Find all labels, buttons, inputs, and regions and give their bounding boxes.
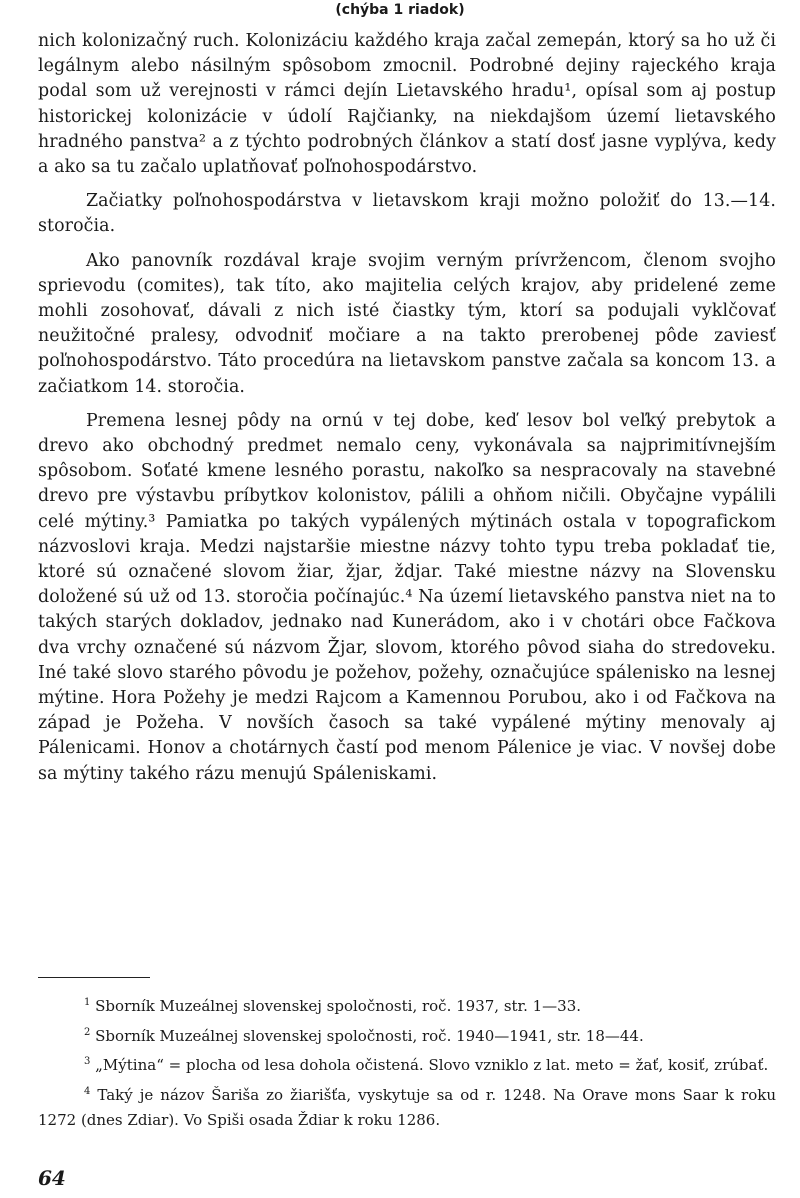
footnotes <box>38 990 776 1134</box>
footnote-2-text: Sborník Muzeálnej slovenskej spoločnosti, roč. 1940—1941, str. 18—44. <box>95 1026 644 1045</box>
missing-line-note: (chýba 1 riadok) <box>335 2 465 18</box>
page-number: 64 <box>38 1166 66 1190</box>
footnote-2 <box>38 1020 776 1050</box>
footnote-4 <box>38 1079 776 1134</box>
footnote-1 <box>38 990 776 1020</box>
paragraph-2: Začiatky poľnohospodárstva v lietavskom kraji možno položiť do 13.—14. storočia. <box>38 191 776 237</box>
footnote-3-text: „Mýtina“ = plocha od lesa dohola očistená. Slovo vzniklo z lat. meto = žať, kosiť, zrúbať. <box>95 1056 769 1074</box>
footnote-1-number: 1 <box>84 997 91 1008</box>
paragraph-4: Premena lesnej pôdy na ornú v tej dobe, keď lesov bol veľký prebytok a drevo ako obchodný predmet nemalo ceny, vykonávala sa najprimitívnejším spôsobom. Soťaté kmene lesného porastu, nakoľko sa nespracovaly na stavebné drevo pre výstavbu príbytkov kolonistov, pálili a ohňom ničili. Obyčajne vypálili celé mýtiny.³ Pamiatka po takých vypálených mýtinách ostala v topografickom názvoslovi kraja. Medzi najstaršie miestne názvy tohto typu treba pokladať tie, ktoré sú označené slovom žiar, žjar, ždjar. Také miestne názvy na Slovensku doložené sú už od 13. storočia počínajúc.⁴ Na území lietavského panstva niet na to takých starých dokladov, jednako nad Kunerádom, ako i v chotári obce Fačkova dva vrchy označené sú názvom Žjar, slovom, ktorého pôvod siaha do stredoveku. Iné také slovo starého pôvodu je požehov, požehy, označujúce spálenisko na lesnej mýtine. Hora Požehy je medzi Rajcom a Kamennou Porubou, ako i od Fačkova na západ je Požeha. V novších časoch sa také vypálené mýtiny menovaly aj Pálenicami. Honov a chotárnych častí pod menom Pálenice je viac. V novšej dobe sa mýtiny takého rázu menujú Spáleniskami. <box>38 410 776 784</box>
paragraph-1: nich kolonizačný ruch. Kolonizáciu každého kraja začal zemepán, ktorý sa ho už či legálnym alebo násilným spôsobom zmocnil. Podrobné dejiny rajeckého kraja podal som už verejnosti v rámci dejín Lietavského hradu¹, opísal som aj postup historickej kolonizácie v údolí Rajčianky, na niekdajšom území lietavského hradného panstva² a z týchto podrobných článkov a statí dosť jasne vyplýva, kedy a ako sa tu začalo uplatňovať poľnohospodárstvo. <box>38 31 776 178</box>
footnote-1-text: Sborník Muzeálnej slovenskej spoločnosti, roč. 1937, str. 1—33. <box>95 997 582 1015</box>
footnote-4-number: 4 <box>84 1085 91 1097</box>
body-text <box>38 29 776 796</box>
footnote-2-number: 2 <box>84 1026 91 1038</box>
paragraph-3: Ako panovník rozdával kraje svojim verným prívržencom, členom svojho sprievodu (comites), tak títo, ako majitelia celých krajov, aby pridelené zeme mohli zosohovať, dávali z nich isté čiastky tým, ktorí sa podujali vyklčovať neužitočné pralesy, odvodniť močiare a na takto prerobenej pôde zaviesť poľnohospodárstvo. Táto procedúra na lietavskom panstve začala sa koncom 13. a začiatkom 14. storočia. <box>38 250 776 397</box>
footnote-separator <box>38 977 150 978</box>
footnote-3-number: 3 <box>84 1056 91 1067</box>
footnote-3 <box>38 1049 776 1079</box>
footnote-4-text: Taký je názov Šariša zo žiarišťa, vyskytuje sa od r. 1248. Na Orave mons Saar k roku 1272 (dnes Zdiar). Vo Spiši osada Ždiar k roku 1286. <box>38 1085 776 1129</box>
